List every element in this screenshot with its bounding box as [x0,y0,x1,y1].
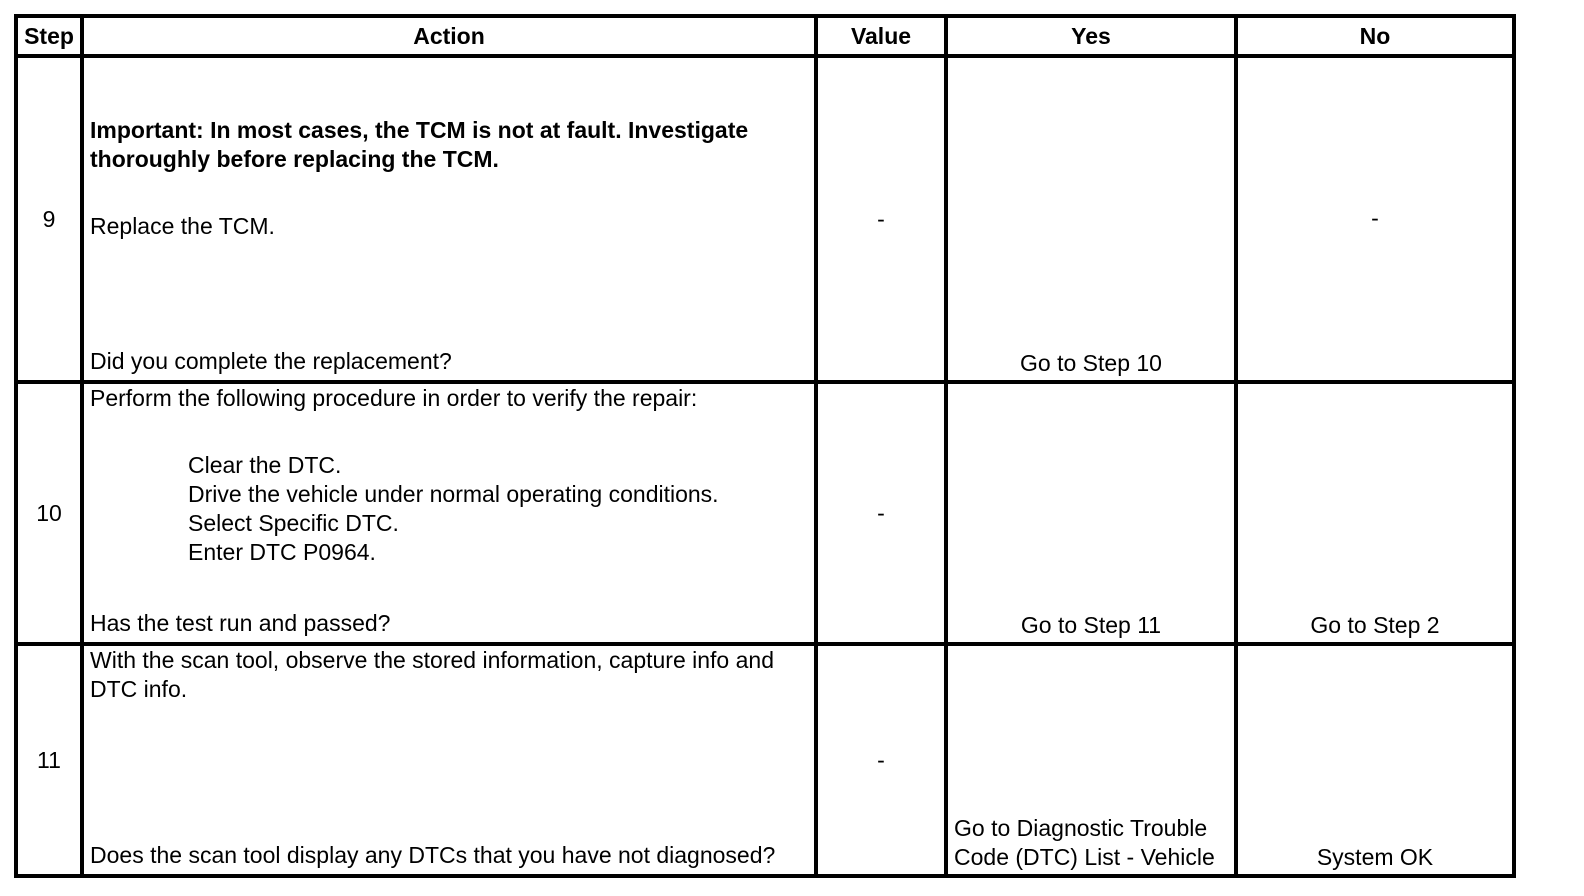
value-cell [816,382,946,644]
step-number-text: 9 [42,205,56,232]
value-text: - [877,746,885,773]
header-action: Action [82,16,816,56]
procedure-step: Drive the vehicle under normal operating conditions. [188,481,719,507]
no-cell [1236,382,1514,644]
table-row-step-10 [16,382,1514,644]
action-cell [82,56,816,382]
action-question: Has the test run and passed? [90,610,391,636]
diagnostic-table [14,14,1516,878]
step-number [16,56,82,382]
action-question: Does the scan tool display any DTCs that you have not diagnosed? [90,842,776,868]
procedure-step: Select Specific DTC. [188,510,399,536]
header-step: Step [16,16,82,56]
action-intro: With the scan tool, observe the stored information, capture info and DTC info. [90,647,774,702]
no-text: - [1371,204,1379,231]
value-text: - [877,205,885,232]
yes-cell [946,56,1236,382]
table-row-step-11 [16,644,1514,876]
step-number [16,382,82,644]
important-note: Important: In most cases, the TCM is not at fault. Investigate thoroughly before replacing the TCM. [90,117,749,172]
action-intro: Perform the following procedure in order to verify the repair: [90,385,698,411]
procedure-step: Enter DTC P0964. [188,539,376,565]
yes-text: Go to Step 11 [1020,612,1162,638]
yes-cell [946,382,1236,644]
no-cell [1236,644,1514,876]
action-question: Did you complete the replacement? [90,348,452,374]
value-cell [816,56,946,382]
action-instruction: Replace the TCM. [90,213,275,239]
yes-text: Go to Step 10 [1020,350,1162,376]
header-yes: Yes [946,16,1236,56]
value-text: - [877,499,885,526]
value-cell [816,644,946,876]
table-row-step-9 [16,56,1514,382]
no-cell [1236,56,1514,382]
step-number [16,644,82,876]
yes-text: Go to Diagnostic Trouble Code (DTC) List - Vehicle [954,815,1215,870]
no-text: Go to Step 2 [1310,612,1440,638]
step-number-text: 11 [37,746,61,773]
step-number-text: 10 [36,499,62,526]
yes-cell [946,644,1236,876]
no-text: System OK [1316,844,1434,870]
header-row [16,16,1514,56]
action-cell [82,382,816,644]
procedure-step: Clear the DTC. [188,452,342,478]
header-value: Value [816,16,946,56]
header-no: No [1236,16,1514,56]
action-cell [82,644,816,876]
